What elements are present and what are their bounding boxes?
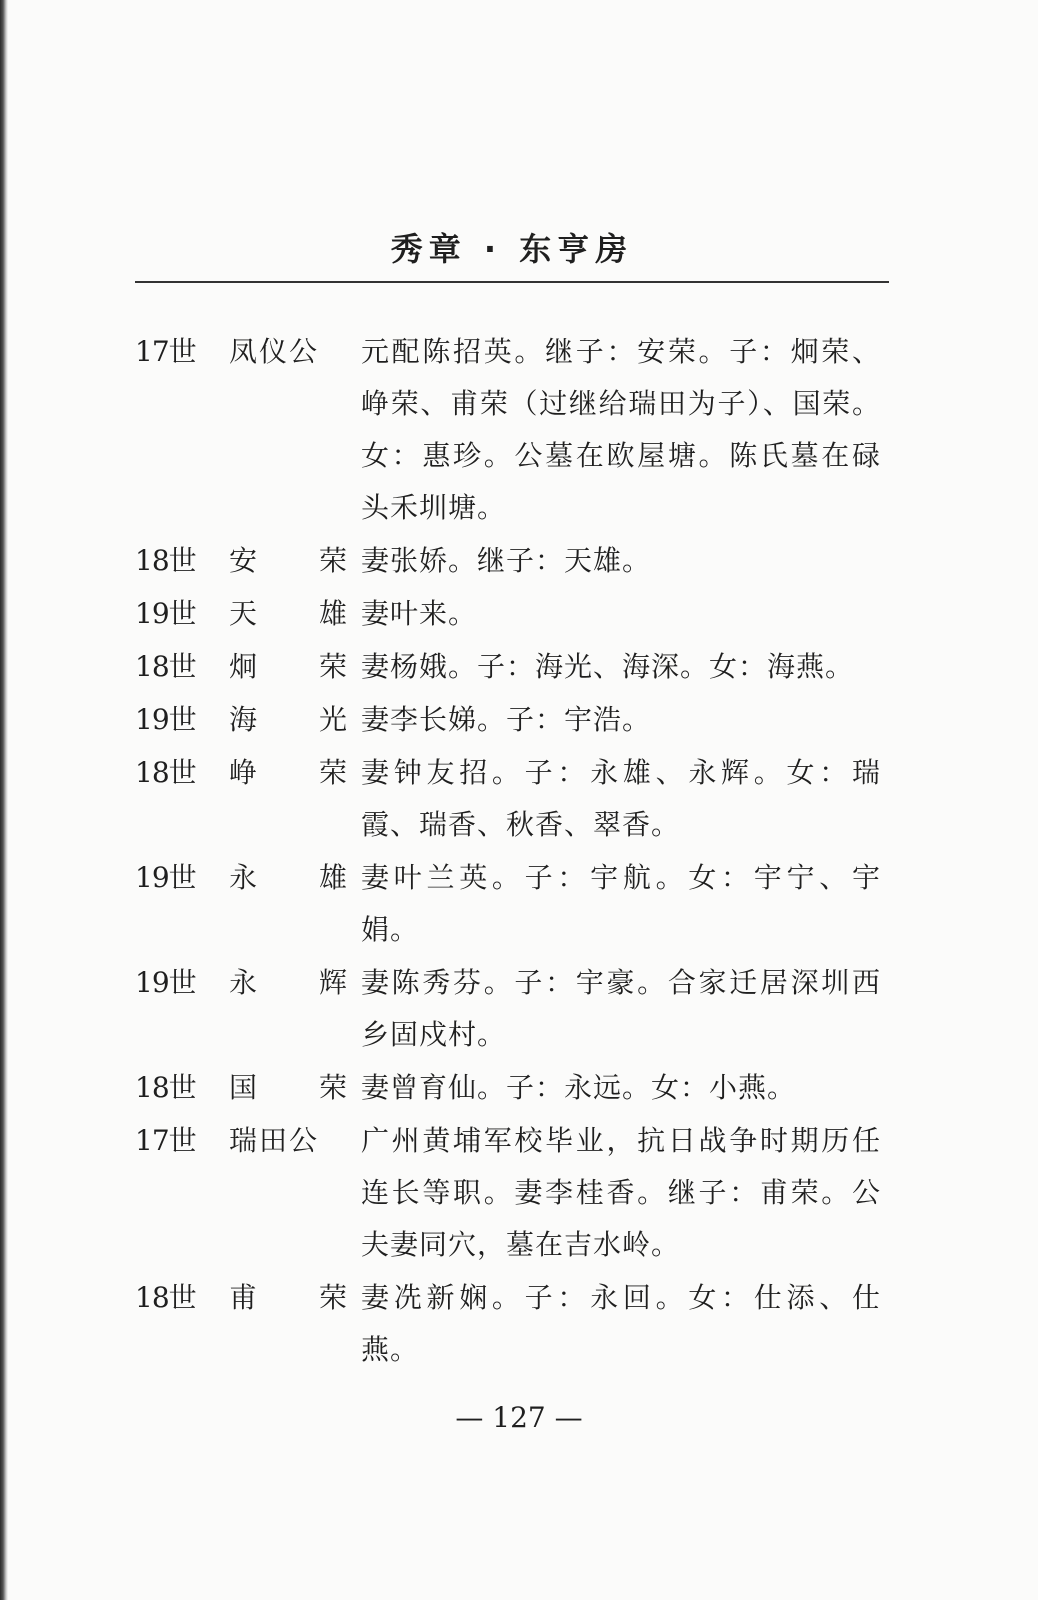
person-name: 安 荣: [229, 544, 347, 577]
person-name: 永 雄: [229, 861, 347, 894]
person-name: 甫 荣: [229, 1281, 347, 1314]
entry-description: 妻冼新娴。子：永回。女：仕添、仕燕。: [361, 1281, 881, 1366]
person-name: 国 荣: [229, 1071, 347, 1104]
entry-description: 妻钟友招。子：永雄、永辉。女：瑞霞、瑞香、秋香、翠香。: [361, 756, 881, 841]
entry-jiongrong: [135, 641, 895, 693]
entry-description: 妻叶兰英。子：宇航。女：宇宁、宇娟。: [361, 861, 881, 946]
entry-description: 广州黄埔军校毕业，抗日战争时期历任连长等职。妻李桂香。继子：甫荣。公夫妻同穴，墓在吉水岭。: [361, 1124, 881, 1261]
person-name: 炯 荣: [229, 650, 347, 683]
running-header: 秀章 · 东亨房: [390, 230, 634, 268]
entry-furong: [135, 1272, 895, 1376]
generation-label: 19世: [135, 966, 196, 999]
entry-description: 妻杨娥。子：海光、海深。女：海燕。: [361, 650, 855, 683]
entry-description: 元配陈招英。继子：安荣。子：炯荣、峥荣、甫荣（过继给瑞田为子）、国荣。女：惠珍。公墓在欧屋塘。陈氏墓在碌头禾圳塘。: [361, 335, 881, 524]
entry-haiguang: [135, 694, 895, 746]
page-number: — 127 —: [455, 1401, 583, 1434]
page-spine-shadow: [0, 0, 8, 1600]
entry-description: 妻李长娣。子：宇浩。: [361, 703, 652, 736]
entry-description: 妻叶来。: [361, 597, 478, 630]
person-name: 瑞田公: [229, 1124, 320, 1157]
generation-label: 19世: [135, 597, 196, 630]
person-name: 永 辉: [229, 966, 347, 999]
person-name: 凤仪公: [229, 335, 320, 368]
generation-label: 19世: [135, 703, 196, 736]
entry-tianxiong: [135, 588, 895, 640]
generation-label: 18世: [135, 756, 196, 789]
entry-ruitian: [135, 1115, 895, 1271]
entry-fengyi: [135, 326, 895, 534]
genealogy-entries: [135, 326, 895, 1377]
entry-zhengrong: [135, 747, 895, 851]
entry-anrong: [135, 535, 895, 587]
entry-yonghui: [135, 957, 895, 1061]
person-name: 峥 荣: [229, 756, 347, 789]
person-name: 天 雄: [229, 597, 347, 630]
entry-guorong: [135, 1062, 895, 1114]
generation-label: 18世: [135, 650, 196, 683]
header-rule: [135, 281, 889, 283]
generation-label: 17世: [135, 335, 196, 368]
generation-label: 18世: [135, 1281, 196, 1314]
entry-description: 妻张娇。继子：天雄。: [361, 544, 652, 577]
entry-yongxiong: [135, 852, 895, 956]
generation-label: 19世: [135, 861, 196, 894]
generation-label: 18世: [135, 1071, 196, 1104]
entry-description: 妻陈秀芬。子：宇豪。合家迁居深圳西乡固戍村。: [361, 966, 881, 1051]
generation-label: 18世: [135, 544, 196, 577]
person-name: 海 光: [229, 703, 347, 736]
generation-label: 17世: [135, 1124, 196, 1157]
entry-description: 妻曾育仙。子：永远。女：小燕。: [361, 1071, 797, 1104]
